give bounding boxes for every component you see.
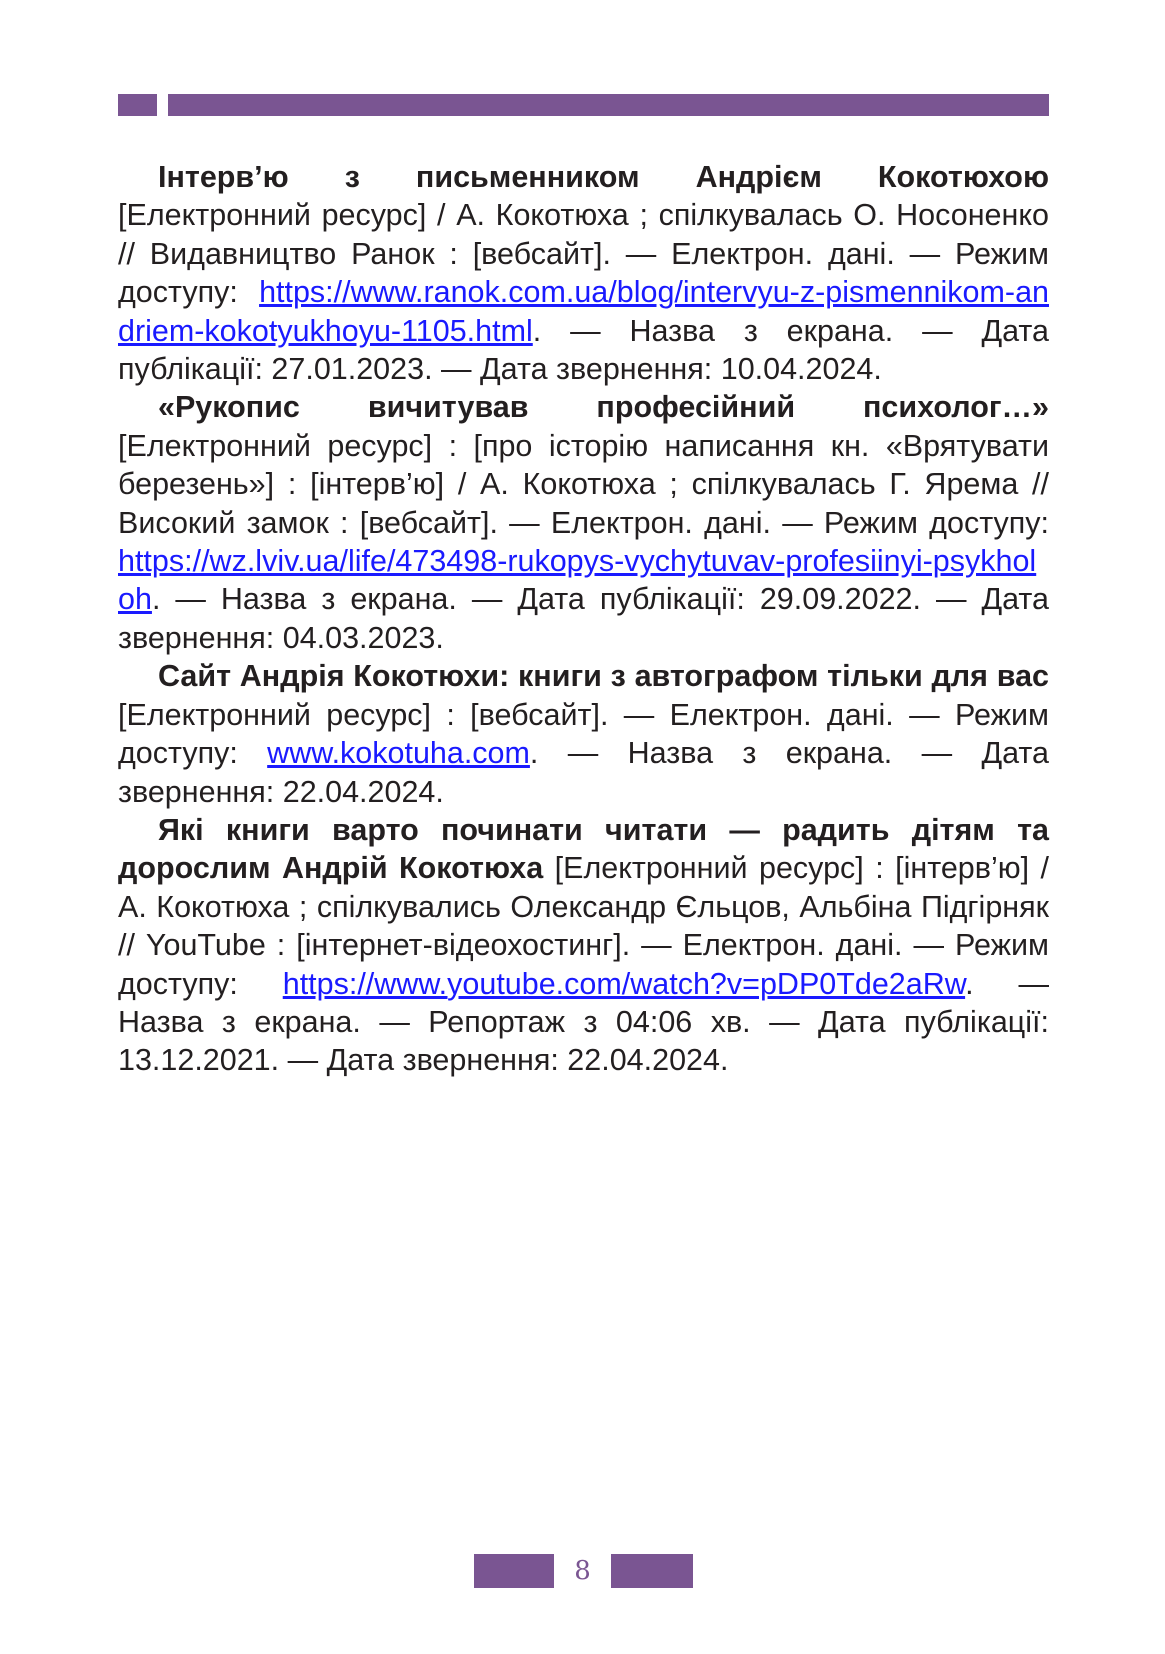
entry-link[interactable]: https://wz.lviv.ua/life/473498-rukopys-vychytuvav-profesiinyi-psykholoh [118, 544, 1037, 617]
bibliography-entry [118, 657, 1049, 811]
entry-details: . — Назва з екрана. — Дата публікації: 27.01.2023. — Дата звернення: 10.04.2024. [118, 313, 1049, 387]
entry-details: . — Назва з екрана. — Дата публікації: 29.09.2022. — Дата звернення: 04.03.2023. [118, 582, 1049, 655]
page-number: 8 [574, 1556, 591, 1586]
footer-bar-right [611, 1554, 693, 1588]
entry-description: [Електронний ресурс] : [інтерв’ю] / А. Кокотюха ; спілкувались Олександр Єльцов, Альбіна Підгірняк // YouTube : [інтернет-відеохостинг]. — Електрон. дані. — Режим доступу: [118, 851, 1049, 1001]
bibliography-entry [118, 158, 1049, 388]
entry-description: [Електронний ресурс] : [про історію написання кн. «Врятувати березень»] : [інтерв’ю] / А. Кокотюха ; спілкувалась Г. Ярема // Високий замок : [вебсайт]. — Електрон. дані. — Режим доступу: [118, 428, 1049, 540]
entry-details: . — Назва з екрана. — Репортаж з 04:06 хв. — Дата публікації: 13.12.2021. — Дата звернення: 22.04.2024. [118, 966, 1049, 1078]
bibliography-entry [118, 811, 1049, 1080]
entry-link[interactable]: https://www.youtube.com/watch?v=pDP0Tde2aRw [282, 966, 966, 1001]
bibliography-list [118, 158, 1049, 1080]
entry-title: Інтерв’ю з письменником Андрієм Кокотюхою [158, 160, 1049, 194]
entry-link[interactable]: www.kokotuha.com [267, 736, 530, 771]
footer-bar-left [474, 1554, 554, 1588]
entry-title: Сайт Андрія Кокотюхи: книги з автографом тільки для вас [158, 659, 1049, 694]
entry-details: . — Назва з екрана. — Дата звернення: 22.04.2024. [118, 736, 1049, 809]
entry-link[interactable]: https://www.ranok.com.ua/blog/intervyu-z-pismennikom-andriem-kokotyukhoyu-1105.html [118, 275, 1049, 348]
entry-description: [Електронний ресурс] / А. Кокотюха ; спілкувалась О. Носоненко // Видавництво Ранок : [вебсайт]. — Електрон. дані. — Режим доступу: [118, 198, 1049, 310]
entry-title: «Рукопис вичитував професійний психолог…» [158, 390, 1049, 425]
header-bar-long [168, 94, 1049, 116]
page-footer [474, 1554, 693, 1588]
entry-title: Які книги варто починати читати — радить дітям та дорослим Андрій Кокотюха [118, 812, 1049, 886]
bibliography-entry [118, 388, 1049, 657]
entry-description: [Електронний ресурс] : [вебсайт]. — Електрон. дані. — Режим доступу: [118, 697, 1049, 771]
header-bar-small [118, 94, 157, 116]
